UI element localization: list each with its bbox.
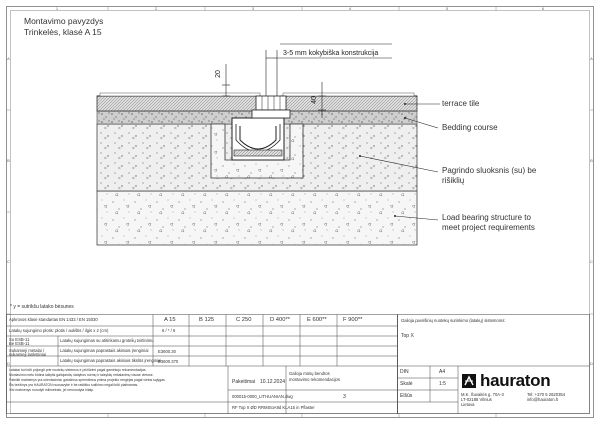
note-3: Pateikti matmenys yra orientaciniai; galutinius sprendimus priima projekto rengėjas pagal vietos sąlygas. <box>9 378 166 382</box>
callout-terrace-tile: terrace tile <box>442 99 480 108</box>
address-line2: LT-02188 Vilnius <box>461 397 492 402</box>
row3-desc: Latakų sujungimas paprastais akiniais įrenginiai <box>60 348 149 353</box>
callout-dot-loadbearing <box>394 215 396 217</box>
class-d400: D 400** <box>270 317 290 323</box>
din-label: DIN <box>400 369 409 375</box>
dimension-20: 20 <box>215 70 222 78</box>
class-c250: C 250 <box>236 317 252 323</box>
row4-code: E3600.370 <box>158 359 179 364</box>
callout-dot-bedding <box>404 117 406 119</box>
validity-line1: Galioja mūsų bendros <box>289 371 330 376</box>
tile-right <box>281 96 417 111</box>
drawing-title: Montavimo pavyzdys <box>24 16 104 26</box>
class-a15: A 15 <box>164 317 176 323</box>
load-class-header: Apkrovos klasė standartas EN 1433 / EN 15030 <box>9 317 98 322</box>
callout-dot-tile <box>404 103 406 105</box>
din-value: A4 <box>439 369 446 375</box>
gap-label: 3-5 mm kokybiška konstrukcija <box>283 50 379 57</box>
unit-label: Elšūs <box>400 393 413 399</box>
callout-load-bearing-line2: meet project requirements <box>442 223 535 232</box>
row2-label-b: Be ESB-11 <box>9 341 30 346</box>
company-logo-text: hauraton <box>480 371 551 390</box>
tile-left <box>97 96 261 111</box>
revision-date: 10.12.2024 <box>260 379 286 385</box>
callout-sub-base-line1: Pagrindo sluoksnis (su) be <box>442 166 537 175</box>
grid-row-b: B <box>7 158 10 163</box>
grid-row-d: D <box>7 361 10 366</box>
callout-dot-subbase <box>359 155 361 157</box>
grid-col-3: 3 <box>251 6 255 11</box>
grid-row-c-right: C <box>590 259 593 264</box>
grid-row-a-right: A <box>590 56 593 61</box>
note-4: Šis brėžinys yra HAURATON nuosavybė ir be raštiško sutikimo negali būti platinamas. <box>9 383 139 387</box>
product-path: RF Top X ØD RRMStoA9d KLA15 in Pflaster <box>232 405 315 410</box>
system-value: Top X <box>401 333 414 339</box>
class-b125: B 125 <box>199 317 215 323</box>
row3-label-a: Sukamieji metalai / <box>9 348 45 353</box>
hauraton-logo-icon <box>462 374 476 388</box>
drawing-subtitle: Trinkelės, klasė A 15 <box>24 27 102 37</box>
scale-value: 1:5 <box>439 381 446 387</box>
row4-desc: Latakų sujungimas paprastais akiniais tikslūs įrenginiai <box>60 358 162 363</box>
address-line3: Lietuva <box>461 402 475 407</box>
grid-col-4: 4 <box>348 6 352 11</box>
note-2: Montavimo metu būtina laikytis galiojančių statybos normų ir taisyklių reikalavimų visose vietose. <box>9 373 154 377</box>
revision-label: Pakeitimai <box>232 379 256 385</box>
company-email: info@hauraton.lt <box>527 397 558 402</box>
validity-line2: montavimo rekomendacijos <box>289 377 340 382</box>
grid-col-5: 5 <box>445 6 449 11</box>
note-1: Latakai turi būti prijungti prie nuotekų sistemos ir prižiūrimi pagal gamintojo rekomendacijas. <box>9 368 147 372</box>
scale-label: Skalė <box>400 381 413 387</box>
company-phone: Tel: +370 5 2620354 <box>527 392 566 397</box>
dimension-40: 40 <box>311 96 318 104</box>
grid-row-c: C <box>7 259 10 264</box>
address-line1: M.K. Šuvaitės g. 70A-3 <box>461 392 504 397</box>
grid-row-d-right: D <box>590 361 593 366</box>
revision-number: 3 <box>343 394 346 400</box>
row2-desc: Latakų sujungimas su atitinkamu grotelių tvirtinimu <box>60 338 154 343</box>
row3-label-b: sukamieji lankstiniai <box>9 352 47 357</box>
callout-load-bearing-line1: Load bearing structure to <box>442 213 531 222</box>
row2-label-a: Su ESB-11 <box>9 337 30 342</box>
file-name: 000015-0000_LITHUANIAN.dwg <box>232 394 293 399</box>
grid-col-2: 2 <box>154 6 158 11</box>
load-bearing-layer <box>97 191 417 245</box>
row1-value: 6 / * / 6 <box>162 328 176 333</box>
footnote: * y = sutrikšu latako bėsunes <box>10 304 74 310</box>
grid-row-b-right: B <box>590 158 593 163</box>
callout-bedding-course: Bedding course <box>442 123 498 132</box>
note-5: Visi matmenys nurodyti milimetrais, jei nenurodyta kitaip. <box>9 388 95 392</box>
grid-col-6: 6 <box>541 6 545 11</box>
grid-col-1: 1 <box>55 6 59 11</box>
grid-row-a: A <box>7 56 10 61</box>
class-e600: E 600** <box>307 317 327 323</box>
system-header: Galioja paviršinių nuotekų surinkimo (latakų) sistemoms: <box>401 318 506 323</box>
callout-sub-base-line2: rišiklių <box>442 176 465 185</box>
row1-label: Latakų sujungimo plotis: plotis / aukštis / ilgis x 2 (cm) <box>9 328 109 333</box>
class-f900: F 900** <box>343 317 363 323</box>
row3-code: E3600.30 <box>158 349 176 354</box>
